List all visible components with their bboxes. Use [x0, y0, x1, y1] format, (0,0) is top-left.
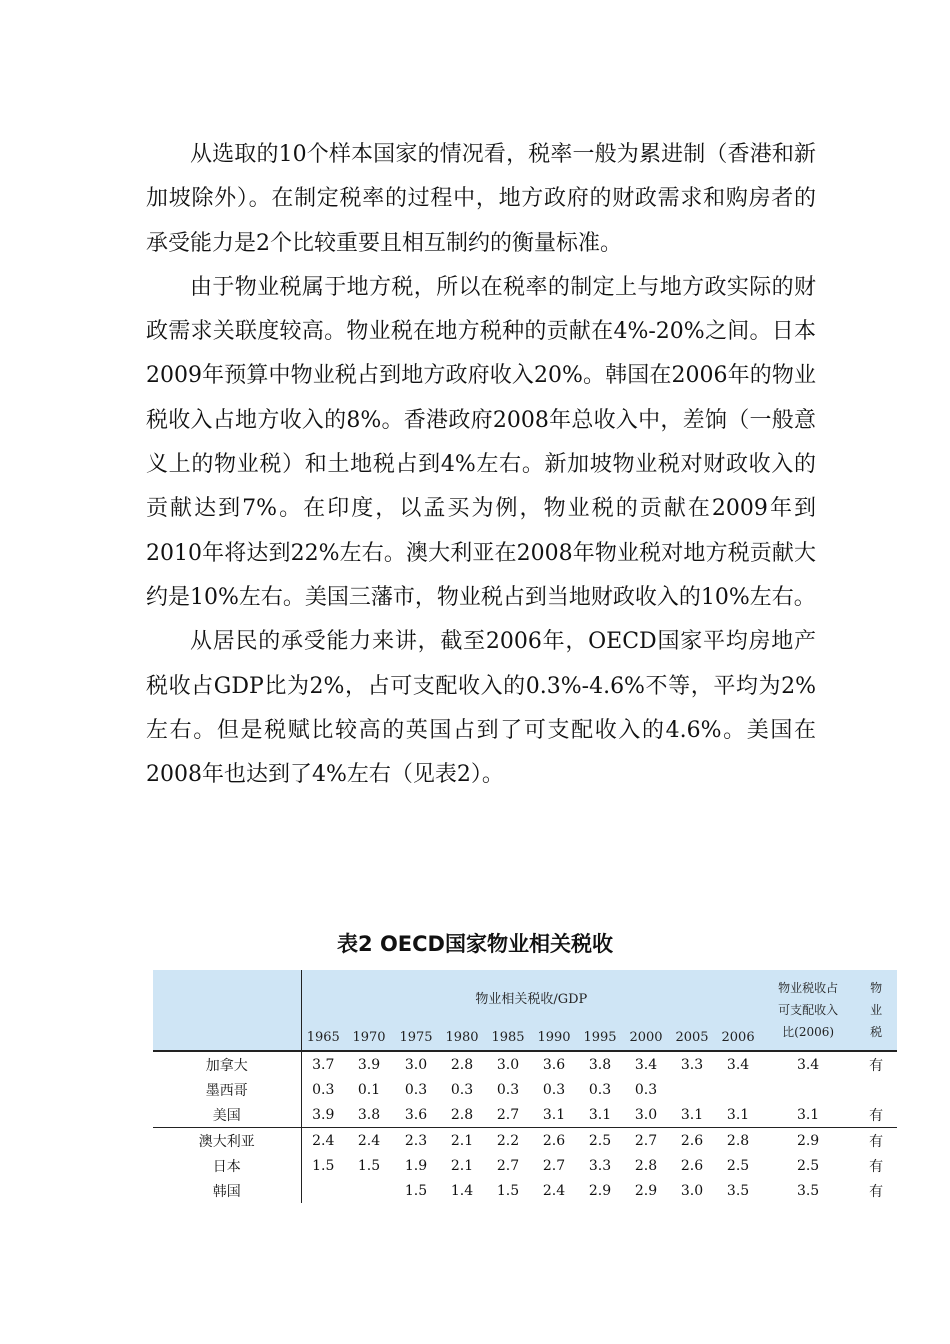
tax-cell: 有	[855, 1128, 897, 1154]
property-tax-header: 物 业 税	[870, 981, 883, 1039]
value-cell: 3.3	[680, 1056, 704, 1073]
value-cell	[345, 1178, 393, 1203]
year-header: 2006	[721, 1029, 755, 1045]
value-cell: 3.1	[680, 1106, 704, 1123]
value-cell: 3.4	[726, 1056, 750, 1073]
value-cell: 0.1	[357, 1081, 381, 1098]
paragraph-1: 从选取的10个样本国家的情况看，税率一般为累进制（香港和新加坡除外）。在制定税率的过程中，地方政府的财政需求和购房者的承受能力是2个比较重要且相互制约的衡量标准。	[146, 142, 816, 256]
value-cell: 0.3	[450, 1081, 474, 1098]
value-cell	[669, 1077, 715, 1102]
value-cell: 2.6	[680, 1157, 704, 1174]
value-cell: 2.4	[542, 1182, 566, 1199]
country-cell: 墨西哥	[153, 1077, 301, 1102]
value-cell: 2.7	[496, 1157, 520, 1174]
year-header: 2005	[675, 1029, 709, 1045]
value-cell: 0.3	[312, 1081, 335, 1098]
value-cell: 3.9	[357, 1056, 381, 1073]
year-header: 1965	[306, 1029, 340, 1045]
paragraph-3: 从居民的承受能力来讲，截至2006年，OECD国家平均房地产税收占GDP比为2%，占可支配收入的0.3%-4.6%不等，平均为2%左右。但是税赋比较高的英国占到了可支配收入的4.6%。美国在2008年也达到了4%左右（见表2）。	[146, 629, 816, 788]
tax-cell: 有	[869, 1057, 884, 1074]
value-cell: 3.8	[588, 1056, 612, 1073]
value-cell: 2.1	[439, 1128, 485, 1154]
year-header: 1985	[491, 1029, 525, 1045]
value-cell: 2.8	[450, 1056, 474, 1073]
value-cell: 3.0	[404, 1056, 428, 1073]
disposable-cell: 3.1	[796, 1106, 820, 1123]
value-cell: 3.6	[542, 1056, 566, 1073]
disposable-cell: 3.4	[796, 1056, 820, 1073]
value-cell	[715, 1077, 761, 1102]
tax-cell	[855, 1077, 897, 1102]
year-header: 1975	[399, 1029, 433, 1045]
value-cell: 3.5	[726, 1182, 750, 1199]
year-header: 1970	[352, 1029, 386, 1045]
disposable-cell: 2.9	[761, 1128, 855, 1154]
body-text	[146, 133, 816, 797]
value-cell: 0.3	[496, 1081, 520, 1098]
value-cell: 2.9	[634, 1182, 658, 1199]
table-header-row	[153, 970, 897, 1024]
value-cell: 2.6	[669, 1128, 715, 1154]
value-cell: 1.9	[404, 1157, 428, 1174]
value-cell: 0.3	[588, 1081, 612, 1098]
value-cell: 2.8	[715, 1128, 761, 1154]
value-cell: 0.3	[634, 1081, 658, 1098]
value-cell: 3.0	[634, 1106, 658, 1123]
value-cell: 2.1	[450, 1157, 474, 1174]
year-header: 1995	[583, 1029, 617, 1045]
value-cell: 3.7	[312, 1056, 335, 1073]
disposable-cell	[761, 1077, 855, 1102]
value-cell: 1.5	[357, 1157, 381, 1174]
tax-table	[153, 970, 897, 1203]
tax-cell: 有	[869, 1107, 884, 1124]
table-row	[153, 1077, 897, 1102]
disposable-cell: 2.5	[796, 1157, 820, 1174]
gdp-group-header: 物业相关税收/GDP	[475, 991, 588, 1007]
disposable-header: 物业税收占 可支配收入 比(2006)	[778, 981, 839, 1039]
tax-cell: 有	[869, 1183, 884, 1200]
value-cell: 2.7	[623, 1128, 669, 1154]
country-cell: 日本	[153, 1153, 301, 1178]
value-cell: 3.1	[726, 1106, 750, 1123]
value-cell: 2.8	[634, 1157, 658, 1174]
table-caption: 表2 OECD国家物业相关税收	[337, 932, 613, 956]
value-cell: 2.4	[301, 1128, 345, 1154]
value-cell: 2.6	[531, 1128, 577, 1154]
country-cell: 加拿大	[153, 1051, 301, 1077]
value-cell: 2.3	[393, 1128, 439, 1154]
value-cell: 1.4	[450, 1182, 474, 1199]
value-cell: 2.7	[496, 1106, 520, 1123]
paragraph-2: 由于物业税属于地方税，所以在税率的制定上与地方政实际的财政需求关联度较高。物业税在地方税种的贡献在4%-20%之间。日本2009年预算中物业税占到地方政府收入20%。韩国在2006年的物业税收入占地方收入的8%。香港政府2008年总收入中，差饷（一般意义上的物业税）和土地税占到4%左右。新加坡物业税对财政收入的贡献达到7%。在印度，以孟买为例，物业税的贡献在2009年到2010年将达到22%左右。澳大利亚在2008年物业税对地方税贡献大约是10%左右。美国三藩市，物业税占到当地财政收入的10%左右。	[146, 274, 816, 610]
value-cell	[301, 1178, 345, 1203]
year-header: 1980	[445, 1029, 479, 1045]
value-cell: 2.8	[450, 1106, 474, 1123]
value-cell: 3.0	[496, 1056, 520, 1073]
country-cell: 美国	[153, 1102, 301, 1128]
value-cell: 2.4	[345, 1128, 393, 1154]
value-cell: 2.5	[726, 1157, 750, 1174]
disposable-cell: 3.5	[796, 1182, 820, 1199]
value-cell: 0.3	[404, 1081, 428, 1098]
value-cell: 3.8	[357, 1106, 381, 1123]
table-row	[153, 1102, 897, 1128]
year-header: 1990	[537, 1029, 571, 1045]
value-cell: 1.5	[404, 1182, 428, 1199]
value-cell: 3.1	[588, 1106, 612, 1123]
country-header	[153, 970, 301, 1051]
value-cell: 2.5	[577, 1128, 623, 1154]
value-cell: 3.3	[588, 1157, 612, 1174]
value-cell: 2.9	[588, 1182, 612, 1199]
value-cell: 2.7	[542, 1157, 566, 1174]
table-row	[153, 1153, 897, 1178]
value-cell: 1.5	[312, 1157, 335, 1174]
value-cell: 3.1	[542, 1106, 566, 1123]
value-cell: 2.2	[485, 1128, 531, 1154]
value-cell: 0.3	[542, 1081, 566, 1098]
table-row	[153, 1128, 897, 1154]
year-header: 2000	[629, 1029, 663, 1045]
value-cell: 3.4	[634, 1056, 658, 1073]
value-cell: 3.9	[312, 1106, 335, 1123]
table-row	[153, 1178, 897, 1203]
value-cell: 3.6	[404, 1106, 428, 1123]
value-cell: 3.0	[680, 1182, 704, 1199]
country-cell: 澳大利亚	[153, 1128, 301, 1154]
table-row	[153, 1051, 897, 1077]
value-cell: 1.5	[496, 1182, 520, 1199]
country-cell: 韩国	[153, 1178, 301, 1203]
tax-cell: 有	[869, 1158, 884, 1175]
